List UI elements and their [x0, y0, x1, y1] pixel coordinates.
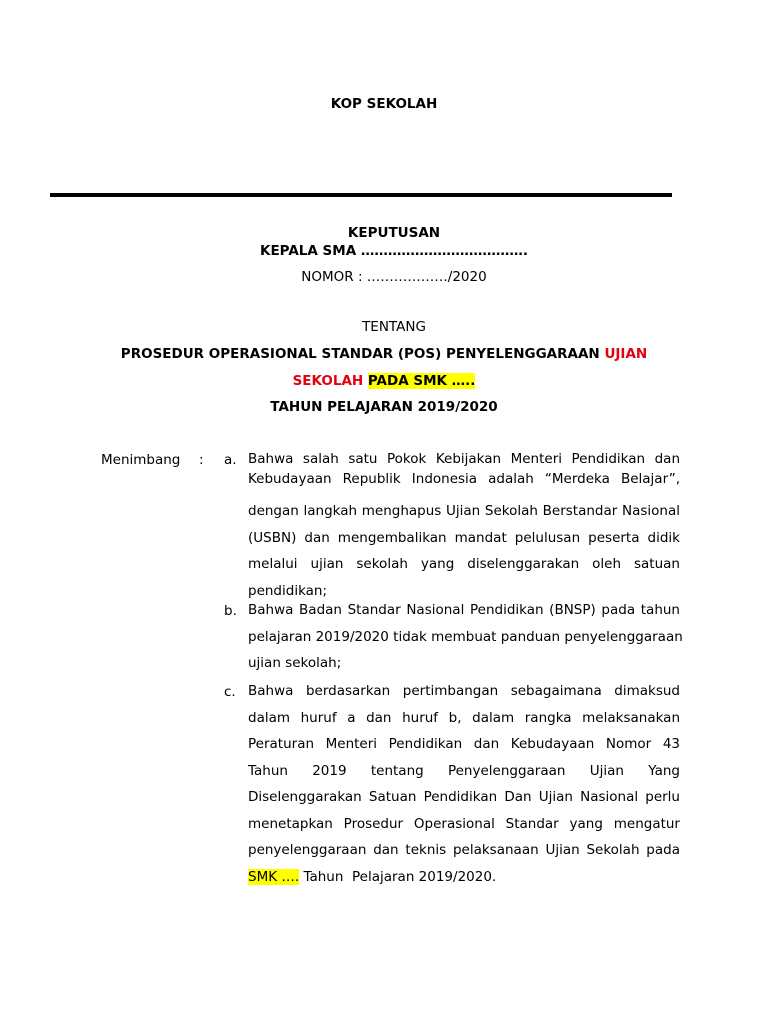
subject-line-1: [0, 346, 768, 362]
text-line: [248, 864, 680, 891]
tentang-label: TENTANG: [362, 319, 426, 335]
text-line: (USBN) dan mengembalikan mandat pelulusan peserta didik: [248, 529, 680, 546]
subject-line-1-black: PROSEDUR OPERASIONAL STANDAR (POS) PENYELENGGARAAN: [120, 346, 605, 362]
last-line-rest: Tahun Pelajaran 2019/2020.: [299, 868, 497, 885]
subject-line-2: [0, 373, 768, 389]
text-line: Peraturan Menteri Pendidikan dan Kebudayaan Nomor 43: [248, 736, 680, 752]
keputusan-heading: KEPUTUSAN: [347, 225, 441, 241]
smk-highlight: SMK ….: [248, 868, 300, 885]
text-line: Bahwa Badan Standar Nasional Pendidikan (BNSP) pada tahun: [248, 602, 680, 618]
item-text: [248, 597, 683, 677]
text-line: Diselenggarakan Satuan Pendidikan Dan Ujian Nasional perlu: [248, 789, 680, 805]
text-line: menetapkan Prosedur Operasional Standar yang mengatur: [248, 815, 680, 832]
text-line: pendidikan;: [248, 582, 328, 599]
subject-line-2-highlight: PADA SMK …..: [367, 373, 476, 389]
item-marker: c.: [224, 684, 236, 700]
text-line: pelajaran 2019/2020 tidak membuat panduan penyelenggaraan: [248, 628, 683, 645]
nomor-line: NOMOR : ………………/2020: [301, 269, 487, 285]
item-marker: b.: [224, 603, 237, 619]
text-line: Bahwa salah satu Pokok Kebijakan Menteri Pendidikan dan: [248, 451, 680, 467]
header-divider: [50, 193, 672, 197]
item-marker: a.: [224, 452, 237, 468]
kepala-sma-line: KEPALA SMA ……………………………….: [260, 243, 528, 259]
text-line: ujian sekolah;: [248, 655, 342, 671]
menimbang-label: Menimbang: [101, 452, 181, 468]
tahun-pelajaran-line: TAHUN PELAJARAN 2019/2020: [270, 399, 498, 415]
text-line: Kebudayaan Republik Indonesia adalah “Merdeka Belajar”,: [248, 470, 680, 487]
text-line: Bahwa berdasarkan pertimbangan sebagaimana dimaksud: [248, 683, 680, 699]
subject-line-1-red: UJIAN: [604, 346, 648, 362]
kop-sekolah-heading: KOP SEKOLAH: [330, 96, 438, 112]
subject-line-2-red: SEKOLAH: [292, 373, 368, 389]
text-line: dengan langkah menghapus Ujian Sekolah Berstandar Nasional: [248, 503, 680, 519]
text-line: Tahun 2019 tentang Penyelenggaraan Ujian Yang: [248, 762, 680, 779]
item-text: [248, 446, 680, 604]
text-line: penyelenggaraan dan teknis pelaksanaan Ujian Sekolah pada: [248, 842, 680, 858]
item-text: [248, 678, 680, 890]
text-line: dalam huruf a dan huruf b, dalam rangka melaksanakan: [248, 709, 680, 726]
text-line: melalui ujian sekolah yang diselenggarakan oleh satuan: [248, 556, 680, 572]
menimbang-colon: :: [199, 452, 204, 468]
